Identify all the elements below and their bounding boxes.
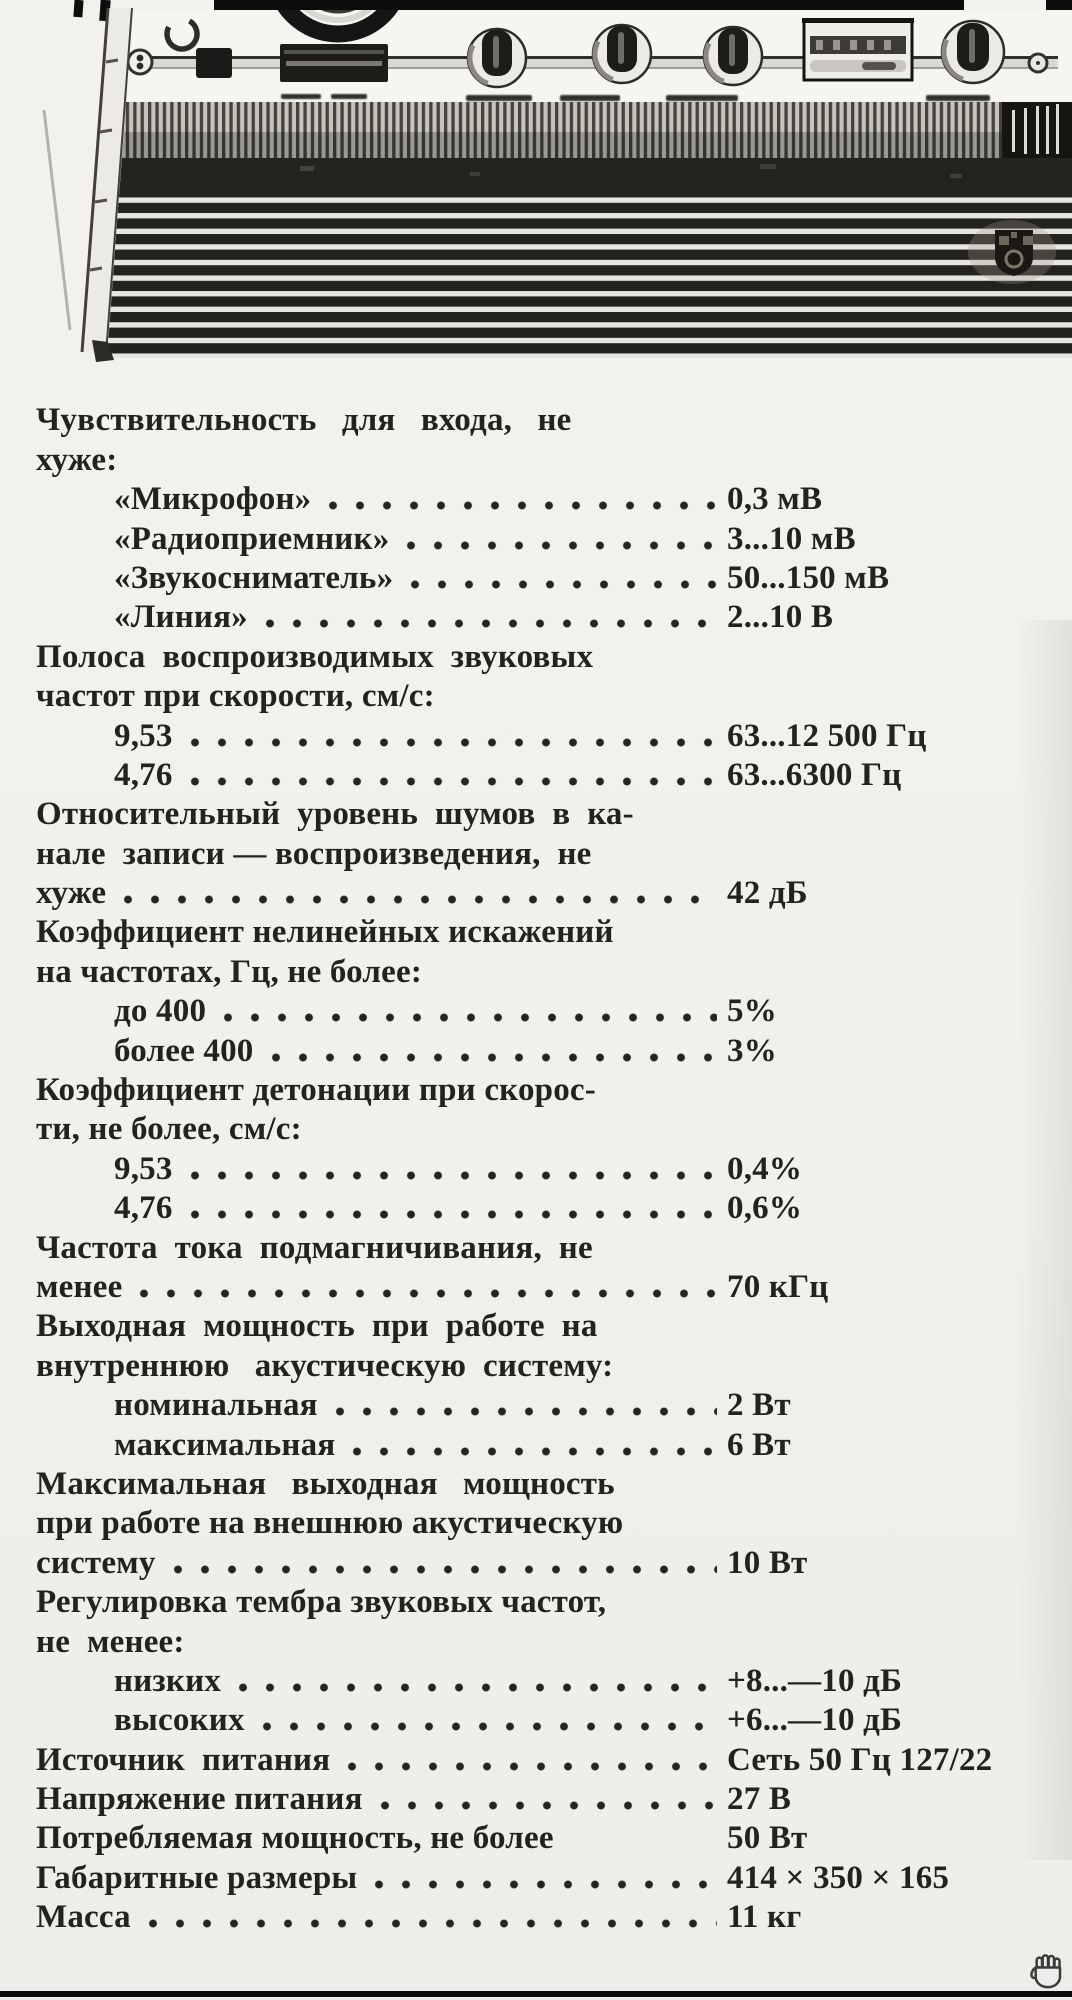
spec-row — [36, 1267, 1072, 1306]
dot-leader — [323, 501, 717, 510]
spec-row — [36, 1857, 1072, 1896]
spec-row — [36, 1897, 1072, 1936]
dot-leader — [608, 1092, 1062, 1101]
spec-value: Сеть 50 Гц 127/22 — [727, 1741, 993, 1778]
spec-label: хуже: — [36, 441, 118, 478]
spec-row — [36, 715, 1072, 754]
spec-row — [36, 1779, 1072, 1818]
dot-leader — [610, 1328, 1062, 1337]
dot-leader — [118, 895, 717, 904]
page-bottom-rule — [0, 1991, 1072, 1997]
spec-label: Полоса воспроизводимых звуковых — [36, 638, 594, 675]
spec-row — [36, 1070, 1072, 1109]
spec-value: 0,4% — [727, 1150, 803, 1187]
grille-shadow — [122, 132, 1072, 158]
spec-label: Габаритные размеры — [36, 1859, 358, 1896]
dot-leader — [584, 422, 1062, 431]
spec-row — [36, 1030, 1072, 1069]
spec-list — [36, 400, 1072, 1936]
dot-leader — [185, 1210, 717, 1219]
dot-leader — [342, 1762, 717, 1771]
spec-row — [36, 1385, 1072, 1424]
spec-label: нале записи — воспроизведения, не — [36, 835, 592, 872]
spec-label: высоких — [114, 1702, 245, 1739]
spec-label: 4,76 — [114, 756, 173, 793]
brand-badge — [968, 220, 1056, 284]
spec-value: 6 Вт — [727, 1426, 791, 1463]
spec-row — [36, 479, 1072, 518]
spec-label: внутреннюю акустическую систему: — [36, 1347, 614, 1384]
spec-label: «Радиоприемник» — [114, 520, 390, 557]
spec-label: Потребляемая мощность, не более — [36, 1820, 554, 1857]
slider-block — [280, 44, 388, 82]
spec-label: Коэффициент детонации при скорос- — [36, 1072, 596, 1109]
spec-label: максимальная — [114, 1426, 336, 1463]
spec-label: хуже — [36, 875, 107, 912]
switch-block — [196, 48, 232, 78]
spec-label: Частота тока подмагничивания, не — [36, 1229, 593, 1266]
spec-value: 42 дБ — [727, 875, 808, 912]
level-meter-window — [802, 18, 914, 80]
dot-leader — [185, 738, 717, 747]
spec-label: Максимальная выходная мощность — [36, 1465, 615, 1502]
spec-label: при работе на внешнюю акустическую — [36, 1505, 624, 1542]
spec-value: 5% — [727, 993, 777, 1030]
spec-row — [36, 1818, 1072, 1857]
spec-row — [36, 1700, 1072, 1739]
spec-row — [36, 991, 1072, 1030]
spec-value: 70 кГц — [727, 1268, 829, 1305]
spec-value: 50...150 мВ — [727, 559, 890, 596]
spec-label: систему — [36, 1544, 156, 1581]
dot-leader — [185, 777, 717, 786]
grab-hand-cursor-icon — [1028, 1948, 1068, 1992]
spec-row — [36, 755, 1072, 794]
dot-leader — [233, 1683, 717, 1692]
dot-leader — [218, 1013, 717, 1022]
spec-row — [36, 636, 1072, 675]
spec-label: Регулировка тембра звуковых частот, — [36, 1584, 607, 1621]
dot-leader — [405, 580, 717, 589]
spec-row — [36, 1345, 1072, 1384]
dot-leader — [604, 856, 1062, 865]
dot-leader — [314, 1131, 1062, 1140]
spec-label: 4,76 — [114, 1190, 173, 1227]
dot-leader — [566, 1840, 717, 1849]
spec-value: 3% — [727, 1032, 777, 1069]
dot-leader — [260, 619, 717, 628]
spec-label: менее — [36, 1268, 123, 1305]
spec-row — [36, 1621, 1072, 1660]
spec-label: Чувствительность для входа, не — [36, 402, 572, 439]
small-jack — [1029, 54, 1047, 72]
dot-leader — [369, 1880, 717, 1889]
dot-leader — [168, 1565, 717, 1574]
small-knob — [128, 50, 152, 74]
spec-value: 11 кг — [727, 1899, 802, 1936]
spec-value: 63...6300 Гц — [727, 756, 902, 793]
spec-row — [36, 1424, 1072, 1463]
spec-label: «Линия» — [114, 599, 248, 636]
dot-leader — [375, 1801, 717, 1810]
spec-row — [36, 1542, 1072, 1581]
spec-label: Масса — [36, 1899, 131, 1936]
spec-row — [36, 912, 1072, 951]
page-edge-shadow — [1016, 620, 1072, 1860]
dot-leader — [626, 934, 1062, 943]
spec-value: 2...10 В — [727, 599, 834, 636]
dot-leader — [257, 1722, 717, 1731]
spec-label: «Микрофон» — [114, 481, 312, 518]
spec-value: 414 × 350 × 165 — [727, 1859, 950, 1896]
tape-recorder-photo — [0, 0, 1072, 366]
spec-label: Коэффициент нелинейных искажений — [36, 914, 614, 951]
spec-row — [36, 439, 1072, 478]
spec-row — [36, 676, 1072, 715]
dot-leader — [618, 1604, 1062, 1613]
spec-value: 0,3 мВ — [727, 481, 823, 518]
dot-leader — [401, 541, 717, 550]
dot-leader — [129, 462, 1062, 471]
spec-value: 50 Вт — [727, 1820, 808, 1857]
dot-leader — [605, 659, 1062, 668]
spec-value: 27 В — [727, 1781, 792, 1818]
spec-label: 9,53 — [114, 717, 173, 754]
spec-value: 63...12 500 Гц — [727, 717, 927, 754]
dot-leader — [134, 1289, 717, 1298]
grille-right-bars — [1002, 102, 1072, 158]
spec-row — [36, 873, 1072, 912]
spec-row — [36, 1464, 1072, 1503]
spec-value: 2 Вт — [727, 1387, 791, 1424]
dot-leader — [330, 1407, 717, 1416]
dot-leader — [605, 1250, 1062, 1259]
dot-leader — [625, 1368, 1062, 1377]
spec-label: Относительный уровень шумов в ка- — [36, 796, 634, 833]
spec-row — [36, 1227, 1072, 1266]
spec-label: ти, не более, см/с: — [36, 1111, 302, 1148]
spec-row — [36, 597, 1072, 636]
spec-row — [36, 1306, 1072, 1345]
dot-leader — [347, 1447, 717, 1456]
dot-leader — [447, 698, 1062, 707]
spec-row — [36, 1739, 1072, 1778]
spec-value: 3...10 мВ — [727, 520, 856, 557]
spec-label: Выходная мощность при работе на — [36, 1308, 598, 1345]
spec-row — [36, 558, 1072, 597]
spec-label: до 400 — [114, 993, 207, 1030]
spec-row — [36, 400, 1072, 439]
spec-label: Напряжение питания — [36, 1781, 363, 1818]
dot-leader — [646, 816, 1062, 825]
spec-label: не менее: — [36, 1623, 185, 1660]
spec-row — [36, 518, 1072, 557]
spec-row — [36, 794, 1072, 833]
louver-panel — [107, 196, 1072, 358]
dark-band — [119, 158, 1072, 196]
spec-value: +8...—10 дБ — [727, 1662, 903, 1699]
spec-label: низких — [114, 1662, 222, 1699]
spec-row — [36, 1148, 1072, 1187]
spec-label: Источник питания — [36, 1741, 331, 1778]
dot-leader — [197, 1644, 1062, 1653]
dot-leader — [635, 1525, 1062, 1534]
spec-label: 9,53 — [114, 1150, 173, 1187]
dot-leader — [627, 1486, 1062, 1495]
dot-leader — [434, 974, 1062, 983]
spec-row — [36, 1661, 1072, 1700]
spec-row — [36, 951, 1072, 990]
spec-value: +6...—10 дБ — [727, 1702, 903, 1739]
spec-row — [36, 1582, 1072, 1621]
dot-leader — [185, 1171, 717, 1180]
spec-row — [36, 1503, 1072, 1542]
dot-leader — [266, 1053, 718, 1062]
spec-label: более 400 — [114, 1032, 254, 1069]
spec-row — [36, 1109, 1072, 1148]
spec-label: на частотах, Гц, не более: — [36, 953, 423, 990]
spec-row — [36, 833, 1072, 872]
spec-label: номинальная — [114, 1387, 318, 1424]
dot-leader — [143, 1919, 717, 1928]
spec-value: 10 Вт — [727, 1544, 808, 1581]
spec-row — [36, 1188, 1072, 1227]
spec-label: «Звукосниматель» — [114, 559, 394, 596]
spec-value: 0,6% — [727, 1190, 803, 1227]
spec-label: частот при скорости, см/с: — [36, 678, 435, 715]
